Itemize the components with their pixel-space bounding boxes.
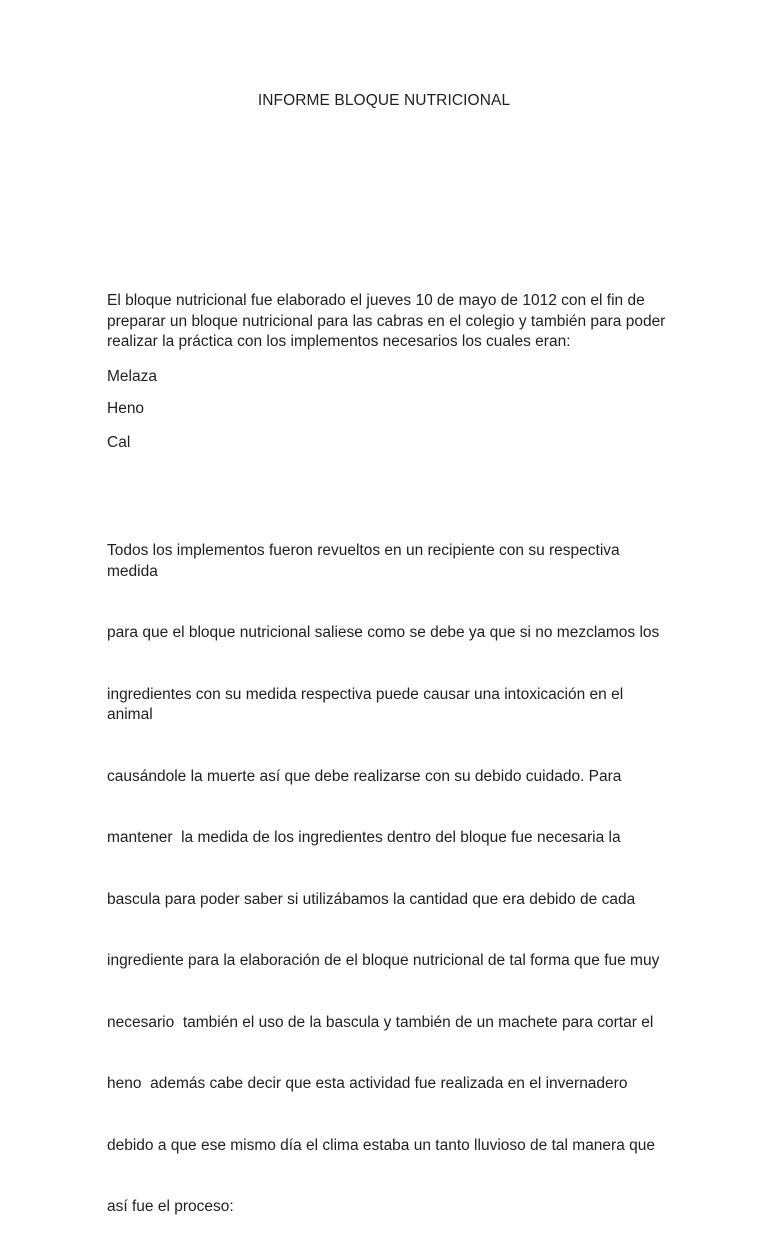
intro-line: preparar un bloque nutricional para las cabras en el colegio y también para poder [107, 312, 666, 330]
document-title: INFORME BLOQUE NUTRICIONAL [257, 92, 511, 109]
process-line: Todos los implementos fueron revueltos en un recipiente con su respectiva medida [107, 542, 624, 580]
process-line: para que el bloque nutricional saliese como se debe ya que si no mezclamos los [107, 624, 660, 641]
process-line: bascula para poder saber si utilizábamos la cantidad que era debido de cada [107, 890, 636, 908]
ingredient-item: Heno [107, 400, 145, 417]
intro-line: realizar la práctica con los implementos necesarios los cuales eran: [107, 333, 571, 350]
process-paragraph [107, 500, 667, 1259]
ingredient-item: Melaza [107, 368, 157, 385]
intro-paragraph [107, 291, 667, 353]
process-line: heno además cabe decir que esta actividad fue realizada en el invernadero [107, 1075, 628, 1092]
process-line: ingredientes con su medida respectiva puede causar una intoxicación en el animal [107, 685, 628, 723]
process-line: así fue el proceso: [107, 1198, 234, 1215]
ingredient-item: Cal [107, 434, 131, 451]
process-line: ingrediente para la elaboración de el bloque nutricional de tal forma que fue muy [107, 952, 660, 969]
process-line: mantener la medida de los ingredientes dentro del bloque fue necesaria la [107, 829, 621, 846]
process-line: causándole la muerte así que debe realizarse con su debido cuidado. Para [107, 767, 622, 785]
intro-line: El bloque nutricional fue elaborado el jueves 10 de mayo de 1012 con el fin de [107, 292, 645, 309]
process-line: necesario también el uso de la bascula y también de un machete para cortar el [107, 1013, 654, 1031]
process-line: debido a que ese mismo día el clima estaba un tanto lluvioso de tal manera que [107, 1136, 656, 1154]
